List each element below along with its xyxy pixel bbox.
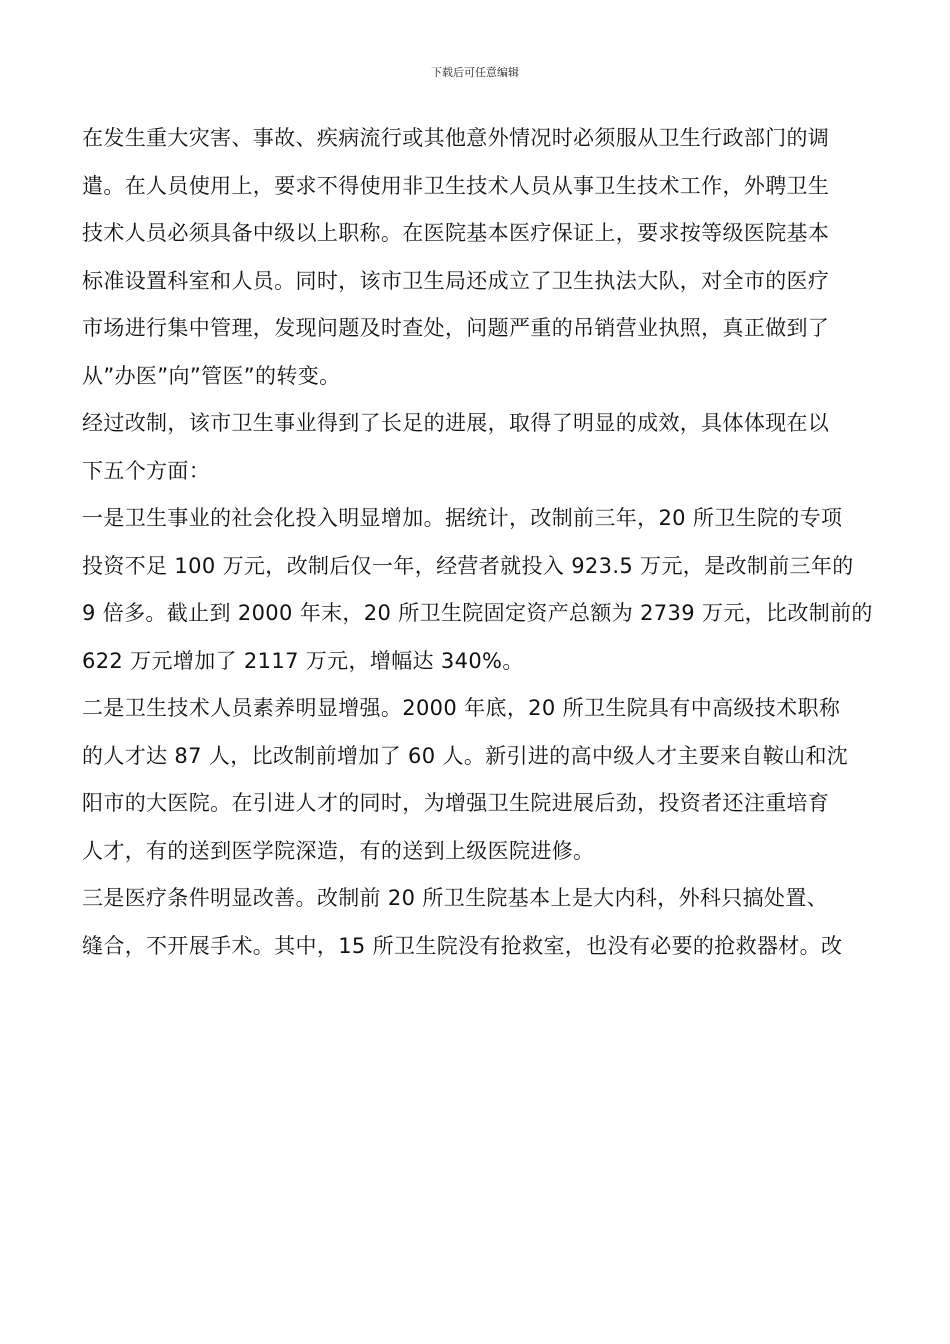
document-body xyxy=(82,115,872,970)
text-line: 经过改制，该市卫生事业得到了长足的进展，取得了明显的成效，具体体现在以 xyxy=(82,411,830,435)
text-line: 一是卫生事业的社会化投入明显增加。据统计，改制前三年，20 所卫生院的专项 xyxy=(82,506,843,530)
text-line: 标准设置科室和人员。同时，该市卫生局还成立了卫生执法大队，对全市的医疗 xyxy=(82,268,830,293)
text-line: 在发生重大灾害、事故、疾病流行或其他意外情况时必须服从卫生行政部门的调 xyxy=(82,126,830,150)
text-line: 二是卫生技术人员素养明显增强。2000 年底，20 所卫生院具有中高级技术职称 xyxy=(82,696,841,720)
text-line: 人才，有的送到医学院深造，有的送到上级医院进修。 xyxy=(82,838,595,863)
text-line: 622 万元增加了 2117 万元，增幅达 340%。 xyxy=(82,648,524,673)
text-line: 缝合，不开展手术。其中，15 所卫生院没有抢救室，也没有必要的抢救器材。改 xyxy=(82,933,843,958)
text-line: 遣。在人员使用上，要求不得使用非卫生技术人员从事卫生技术工作，外聘卫生 xyxy=(82,173,830,198)
text-line: 下五个方面： xyxy=(82,458,211,483)
text-line: 阳市的大医院。在引进人才的同时，为增强卫生院进展后劲，投资者还注重培育 xyxy=(82,791,830,815)
text-line: 从”办医”向”管医”的转变。 xyxy=(82,363,341,388)
text-line: 市场进行集中管理，发现问题及时查处，问题严重的吊销营业执照，真正做到了 xyxy=(82,316,830,340)
text-line: 9 倍多。截止到 2000 年末，20 所卫生院固定资产总额为 2739 万元，比改制前的 xyxy=(82,601,873,625)
text-line: 投资不足 100 万元，改制后仅一年，经营者就投入 923.5 万元，是改制前三年的 xyxy=(82,553,854,578)
text-line: 三是医疗条件明显改善。改制前 20 所卫生院基本上是大内科，外科只搞处置、 xyxy=(82,886,829,910)
text-line: 的人才达 87 人，比改制前增加了 60 人。新引进的高中级人才主要来自鞍山和沈 xyxy=(82,743,849,768)
page-header: 下载后可任意编辑 xyxy=(431,66,519,79)
text-line: 技术人员必须具备中级以上职称。在医院基本医疗保证上，要求按等级医院基本 xyxy=(82,221,830,245)
